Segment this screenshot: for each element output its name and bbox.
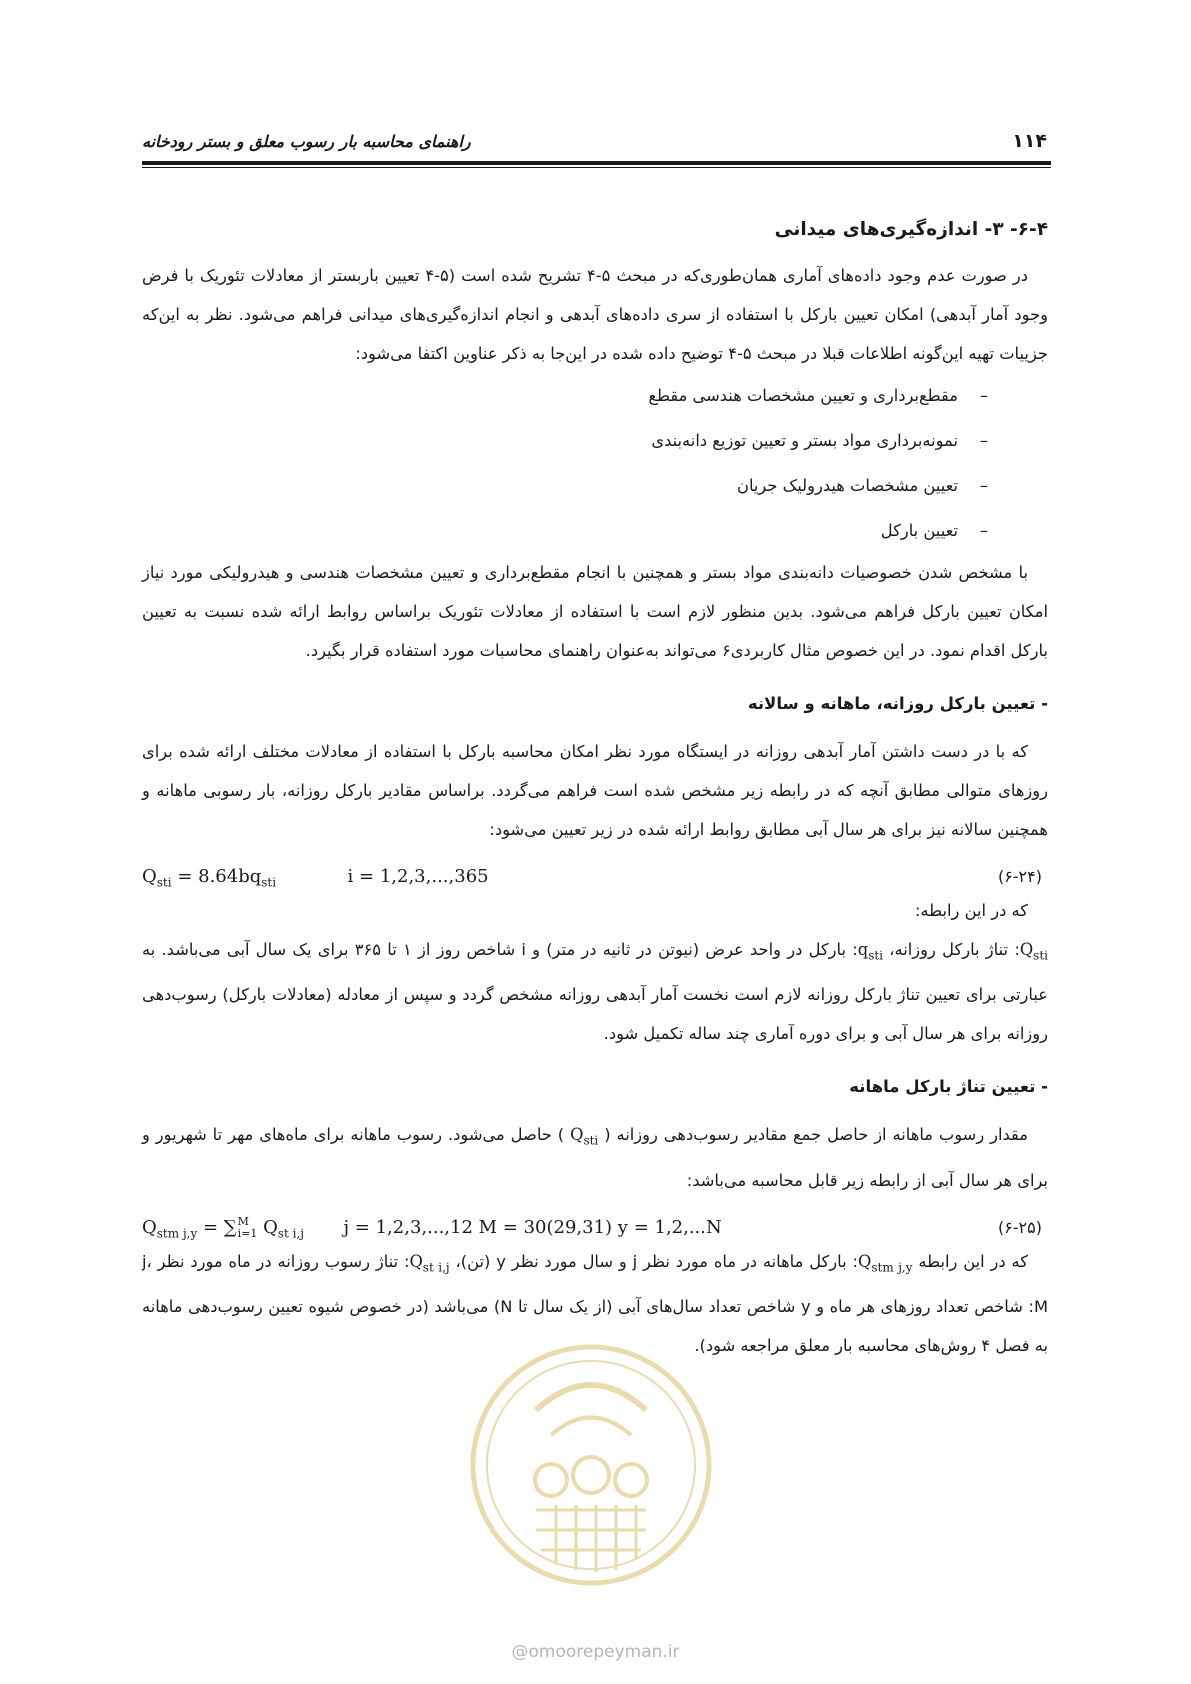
subheading-monthly: - تعیین تناژ بارکل ماهانه <box>849 1077 1048 1097</box>
watermark-seal <box>466 1340 716 1590</box>
eq-symbol: Q <box>257 1216 278 1238</box>
dash-icon: – <box>979 386 988 405</box>
eq-expression: = 8.64bq <box>171 866 262 887</box>
running-title: راهنمای محاسبه بار رسوب معلق و بستر رودخانه <box>142 132 471 151</box>
symbol-Q-sti: $Q_{sti}$ <box>1019 940 1048 963</box>
symbol-q-sti: $q_{sti}$ <box>857 940 884 963</box>
eq-index-range: i = 1,2,3,...,365 <box>347 866 489 887</box>
list-item-text: نمونه‌برداری مواد بستر و تعیین توزیع دانه‌بندی <box>651 431 958 450</box>
intro-paragraph: در صورت عدم وجود داده‌های آماری همان‌طوری‌که در مبحث ۵-۴ تشریح شده است (۵-۴ تعیین باربستر از معادلات تئوریک با فرض وجود آمار آبدهی) امکان تعیین بارکل با استفاده از سری داده‌های آبدهی و انجام اندازه‌گیری‌های میدانی فراهم می‌شود. نظر به این‌که جزییات تهیه این‌گونه اطلاعات قبلا در مبحث ۵-۴ توضیح داده شده در این‌جا به ذکر عناوین اکتفا می‌شود: <box>142 266 1048 363</box>
equation-25 <box>142 1200 1048 1242</box>
watermark-url: @omoorepeyman.ir <box>511 1642 680 1662</box>
eq-symbol: Q <box>142 866 157 887</box>
page-number: ۱۱۴ <box>1012 130 1047 152</box>
eq-subscript: sti <box>261 875 277 890</box>
where-line: که در این رابطه: <box>914 901 1028 920</box>
definition-text: : تناژ بارکل روزانه، <box>883 940 1020 959</box>
eq-conditions: j = 1,2,3,...,12 M = 30(29,31) y = 1,2,...N <box>343 1216 722 1238</box>
paragraph-text: مقدار رسوب ماهانه از حاصل جمع مقادیر رسوب‌دهی روزانه ( <box>598 1125 1028 1145</box>
list-item-text: تعیین مشخصات هیدرولیک جریان <box>736 476 958 495</box>
eq-sum: = ∑ <box>197 1216 237 1238</box>
equation-number: (۶-۲۴) <box>997 867 1042 886</box>
eq-sum-lower: i=1 <box>237 1226 258 1240</box>
eq-sum-upper: M <box>237 1214 249 1228</box>
paragraph-after-list: با مشخص شدن خصوصیات دانه‌بندی مواد بستر و همچنین با انجام مقطع‌برداری و تعیین مشخصات هندسی و هیدرولیکی مورد نیاز امکان تعیین بارکل فراهم می‌شود. بدین منظور لازم است با استفاده از معادلات تئوریک براساس روابط ارائه شده نسبت به تعیین بارکل اقدام نمود. در این خصوص مثال کاربردی۶ می‌تواند به‌عنوان راهنمای محاسبات مورد استفاده قرار بگیرد. <box>142 563 1048 660</box>
list-item-text: مقطع‌برداری و تعیین مشخصات هندسی مقطع <box>648 386 958 405</box>
bullet-list <box>142 373 1048 553</box>
definition-text: : تناژ رسوب روزانه در ماه مورد نظر j، M: شاخص تعداد روزهای هر ماه و y شاخص تعداد سال‌های آبی (از یک سال تا N) می‌باشد (در خصوص شیوه تعیین رسوب‌دهی ماهانه به فصل ۴ روش‌های محاسبه بار معلق مراجعه شود). <box>142 1251 1048 1355</box>
eq-subscript: st i,j <box>277 1226 305 1241</box>
list-item <box>142 508 988 553</box>
equation-24 <box>142 849 1048 891</box>
daily-paragraph: که با در دست داشتن آمار آبدهی روزانه در ایستگاه مورد نظر امکان محاسبه بارکل با استفاده از معادلات مختلف ارائه شده برای روزهای متوالی مطابق آنچه که در رابطه زیر مشخص شده است فراهم می‌گردد. براساس مقادیر بارکل روزانه، بار رسوبی ماهانه و همچنین سالانه نیز برای هر سال آبی مطابق روابط ارائه شده در زیر تعیین می‌شود: <box>142 742 1048 839</box>
subheading-daily: - تعیین بارکل روزانه، ماهانه و سالانه <box>747 694 1048 713</box>
list-item <box>142 373 988 418</box>
eq-subscript: sti <box>156 875 172 890</box>
dash-icon: – <box>979 476 988 495</box>
list-item <box>142 463 988 508</box>
section-heading: ۶-۴- ۳- اندازه‌گیری‌های میدانی <box>774 219 1048 240</box>
list-item <box>142 418 988 463</box>
page-content <box>142 210 1048 1365</box>
dash-icon: – <box>979 521 988 540</box>
symbol-Q-stm: $Q_{stm j,y}$ <box>857 1251 913 1274</box>
symbol-Q-sti: $Q_{sti}$ <box>570 1125 599 1148</box>
monthly-paragraph <box>142 1115 1048 1199</box>
eq-symbol: Q <box>142 1216 157 1238</box>
symbol-Q-st: $Q_{st i,j}$ <box>409 1251 450 1274</box>
dash-icon: – <box>979 431 988 450</box>
eq-subscript: stm j,y <box>156 1226 198 1241</box>
equation-25-formula <box>142 1208 722 1254</box>
equation-number: (۶-۲۵) <box>997 1217 1042 1237</box>
header-rule-thin <box>142 167 1051 168</box>
list-item-text: تعیین بارکل <box>880 521 958 540</box>
definition-text: : بارکل در واحد عرض (نیوتن در ثانیه در متر) و i شاخص روز از ۱ تا ۳۶۵ برای یک سال آبی می‌باشد. به عبارتی برای تعیین تناژ بارکل روزانه لازم است نخست آمار آبدهی روزانه مشخص گردد و سپس از معادله (معادلات بارکل) رسوب‌دهی روزانه برای هر سال آبی و برای دوره آماری چند ساله تکمیل شود. <box>142 940 1048 1044</box>
running-header <box>142 126 1051 160</box>
definition-text: که در این رابطه <box>912 1251 1028 1271</box>
definition-text: : بارکل ماهانه در ماه مورد نظر j و سال مورد نظر y (تن)، <box>449 1251 858 1271</box>
paragraph-text: ) حاصل می‌شود. رسوب ماهانه برای ماه‌های مهر تا شهریور و برای هر سال آبی از رابطه زیر قابل محاسبه می‌باشد: <box>142 1125 1048 1190</box>
daily-definitions <box>142 930 1048 1053</box>
equation-24-formula <box>142 857 489 903</box>
header-rule <box>142 161 1051 165</box>
